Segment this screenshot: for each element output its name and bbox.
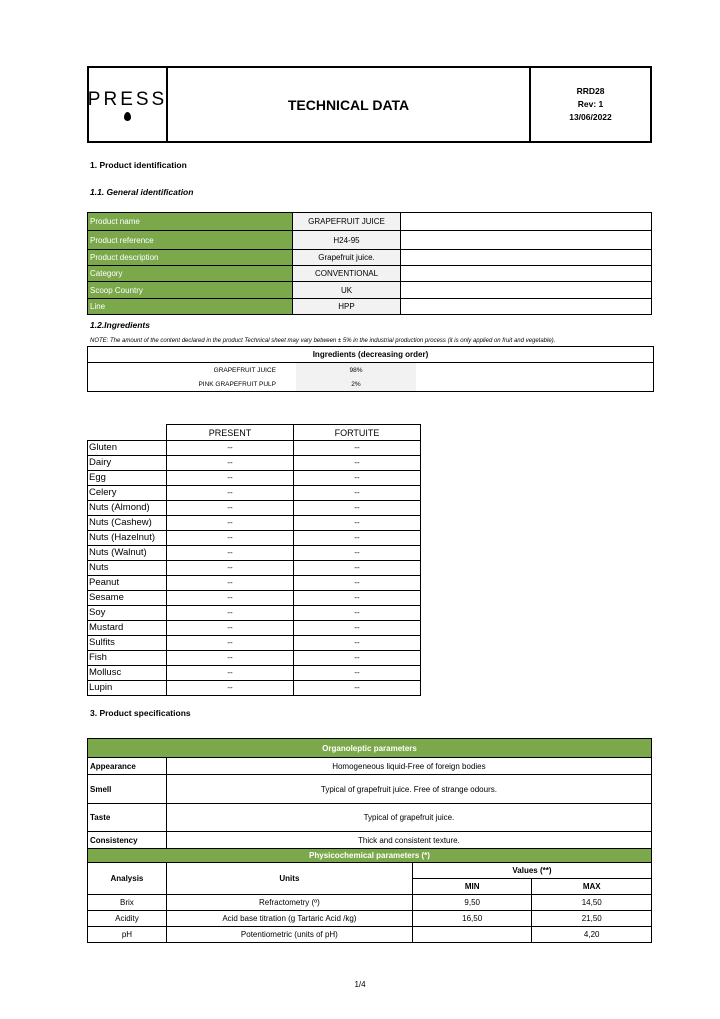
- analysis-min: 9,50: [412, 895, 532, 911]
- allergens-header-row: [88, 425, 421, 441]
- physicochemical-title: Physicochemical parameters (*): [88, 849, 652, 863]
- allergen-fortuite: --: [294, 561, 421, 576]
- allergen-name: Nuts (Almond): [88, 501, 167, 516]
- ingredient-percentage: 2%: [296, 377, 416, 391]
- allergen-fortuite: --: [294, 576, 421, 591]
- organoleptic-title: Organoleptic parameters: [88, 739, 652, 758]
- allergen-fortuite: --: [294, 651, 421, 666]
- allergen-present: --: [167, 546, 294, 561]
- organoleptic-label: Appearance: [88, 758, 167, 775]
- ingredient-name: GRAPEFRUIT JUICE: [213, 366, 276, 374]
- allergen-name: Soy: [88, 606, 167, 621]
- product-field-value: H24-95: [293, 231, 401, 250]
- analysis-name: pH: [88, 927, 167, 943]
- section-heading-product-identification: 1. Product identification: [90, 160, 187, 170]
- ingredients-table-title: Ingredients (decreasing order): [88, 347, 653, 363]
- allergen-present: --: [167, 501, 294, 516]
- allergens-header-spacer: [88, 425, 167, 441]
- organoleptic-value: Homogeneous liquid-Free of foreign bodies: [166, 758, 651, 775]
- product-field-spacer: [401, 231, 652, 250]
- allergen-row: [88, 561, 421, 576]
- document-date: 13/06/2022: [569, 112, 612, 122]
- allergen-name: Dairy: [88, 456, 167, 471]
- product-field-spacer: [401, 282, 652, 299]
- section-heading-product-specifications: 3. Product specifications: [90, 708, 191, 718]
- product-identification-table: [87, 212, 652, 315]
- allergen-row: [88, 576, 421, 591]
- organoleptic-label: Taste: [88, 804, 167, 832]
- product-field-value: UK: [293, 282, 401, 299]
- analysis-min: [412, 927, 532, 943]
- organoleptic-value: Typical of grapefruit juice. Free of strange odours.: [166, 775, 651, 804]
- allergen-present: --: [167, 471, 294, 486]
- ingredients-note: NOTE: The amount of the content declared in the product Technical sheet may vary between ± 5% in the industrial production process (it is only applied on fruit and vegetable).: [90, 338, 556, 344]
- product-field-spacer: [401, 250, 652, 266]
- allergen-fortuite: --: [294, 441, 421, 456]
- allergen-fortuite: --: [294, 621, 421, 636]
- document-meta: [529, 68, 650, 141]
- allergen-row: [88, 651, 421, 666]
- allergen-present: --: [167, 441, 294, 456]
- analysis-max: 4,20: [532, 927, 652, 943]
- allergen-name: Sulfits: [88, 636, 167, 651]
- allergen-fortuite: --: [294, 486, 421, 501]
- allergen-fortuite: --: [294, 681, 421, 696]
- ingredient-percentage: 98%: [296, 363, 416, 377]
- analysis-max: 14,50: [532, 895, 652, 911]
- column-units: Units: [166, 863, 412, 895]
- allergen-row: [88, 621, 421, 636]
- allergen-fortuite: --: [294, 516, 421, 531]
- column-fortuite: FORTUITE: [294, 425, 421, 441]
- column-present: PRESENT: [167, 425, 294, 441]
- document-revision: Rev: 1: [577, 99, 604, 109]
- allergen-fortuite: --: [294, 636, 421, 651]
- allergen-row: [88, 501, 421, 516]
- organoleptic-value: Thick and consistent texture.: [166, 832, 651, 849]
- organoleptic-row: [88, 804, 652, 832]
- allergen-row: [88, 456, 421, 471]
- allergen-name: Egg: [88, 471, 167, 486]
- product-field-label: Line: [88, 299, 293, 315]
- ingredient-spacer: [416, 377, 653, 391]
- allergen-name: Mollusc: [88, 666, 167, 681]
- analysis-name: Brix: [88, 895, 167, 911]
- product-field-value: GRAPEFRUIT JUICE: [293, 213, 401, 231]
- product-field-spacer: [401, 213, 652, 231]
- product-field-spacer: [401, 266, 652, 282]
- allergen-present: --: [167, 531, 294, 546]
- column-analysis: Analysis: [88, 863, 167, 895]
- physicochemical-row: [88, 895, 652, 911]
- organoleptic-value: Typical of grapefruit juice.: [166, 804, 651, 832]
- physicochemical-row: [88, 911, 652, 927]
- allergen-row: [88, 516, 421, 531]
- product-row: [88, 213, 652, 231]
- organoleptic-label: Consistency: [88, 832, 167, 849]
- physicochemical-header-row: [88, 863, 652, 879]
- allergen-row: [88, 606, 421, 621]
- allergen-name: Fish: [88, 651, 167, 666]
- product-row: [88, 282, 652, 299]
- allergen-name: Nuts (Hazelnut): [88, 531, 167, 546]
- allergen-present: --: [167, 636, 294, 651]
- allergen-present: --: [167, 591, 294, 606]
- product-field-value: Grapefruit juice.: [293, 250, 401, 266]
- physicochemical-title-row: [88, 849, 652, 863]
- allergen-row: [88, 666, 421, 681]
- document-code: RRD28: [576, 86, 605, 96]
- allergen-fortuite: --: [294, 456, 421, 471]
- press-logo: [89, 68, 168, 141]
- allergen-fortuite: --: [294, 546, 421, 561]
- drop-icon: [124, 112, 131, 121]
- organoleptic-title-row: [88, 739, 652, 758]
- allergen-name: Celery: [88, 486, 167, 501]
- allergen-present: --: [167, 621, 294, 636]
- allergen-row: [88, 471, 421, 486]
- document-title: TECHNICAL DATA: [287, 96, 410, 113]
- allergen-name: Nuts (Cashew): [88, 516, 167, 531]
- product-field-label: Category: [88, 266, 293, 282]
- column-values: Values (**): [412, 863, 651, 879]
- allergen-present: --: [167, 681, 294, 696]
- allergen-present: --: [167, 516, 294, 531]
- ingredient-row: [88, 377, 653, 391]
- allergen-row: [88, 441, 421, 456]
- allergen-present: --: [167, 606, 294, 621]
- specifications-table: [87, 738, 652, 943]
- allergen-name: Nuts: [88, 561, 167, 576]
- organoleptic-row: [88, 758, 652, 775]
- allergen-row: [88, 531, 421, 546]
- product-field-label: Product name: [88, 213, 293, 231]
- organoleptic-label: Smell: [88, 775, 167, 804]
- ingredient-spacer: [416, 363, 653, 377]
- physicochemical-row: [88, 927, 652, 943]
- allergen-fortuite: --: [294, 501, 421, 516]
- analysis-units: Refractometry (º): [166, 895, 412, 911]
- organoleptic-row: [88, 832, 652, 849]
- analysis-units: Potentiometric (units of pH): [166, 927, 412, 943]
- allergen-fortuite: --: [294, 606, 421, 621]
- product-row: [88, 250, 652, 266]
- analysis-max: 21,50: [532, 911, 652, 927]
- logo-wordmark: PRESS: [87, 88, 168, 110]
- ingredient-name: PINK GRAPEFRUIT PULP: [198, 380, 276, 388]
- product-field-label: Scoop Country: [88, 282, 293, 299]
- document-header: [87, 66, 652, 143]
- product-field-value: HPP: [293, 299, 401, 315]
- page-number: 1/4: [354, 980, 366, 989]
- allergen-present: --: [167, 456, 294, 471]
- allergen-name: Mustard: [88, 621, 167, 636]
- organoleptic-row: [88, 775, 652, 804]
- allergens-table: [87, 424, 421, 696]
- allergen-fortuite: --: [294, 591, 421, 606]
- analysis-name: Acidity: [88, 911, 167, 927]
- subsection-heading-general-identification: 1.1. General identification: [90, 187, 194, 197]
- allergen-fortuite: --: [294, 531, 421, 546]
- allergen-name: Lupin: [88, 681, 167, 696]
- column-max: MAX: [532, 879, 652, 895]
- product-field-value: CONVENTIONAL: [293, 266, 401, 282]
- allergen-present: --: [167, 486, 294, 501]
- allergen-row: [88, 681, 421, 696]
- product-row: [88, 266, 652, 282]
- analysis-min: 16,50: [412, 911, 532, 927]
- allergen-row: [88, 636, 421, 651]
- subsection-heading-ingredients: 1.2.Ingredients: [90, 320, 150, 330]
- allergen-present: --: [167, 561, 294, 576]
- allergen-present: --: [167, 666, 294, 681]
- product-row: [88, 231, 652, 250]
- allergen-fortuite: --: [294, 666, 421, 681]
- product-field-spacer: [401, 299, 652, 315]
- product-row: [88, 299, 652, 315]
- allergen-name: Peanut: [88, 576, 167, 591]
- allergen-row: [88, 546, 421, 561]
- column-min: MIN: [412, 879, 532, 895]
- allergen-row: [88, 486, 421, 501]
- allergen-fortuite: --: [294, 471, 421, 486]
- analysis-units: Acid base titration (g Tartaric Acid /kg): [166, 911, 412, 927]
- ingredients-table: [87, 346, 654, 392]
- allergen-row: [88, 591, 421, 606]
- product-field-label: Product reference: [88, 231, 293, 250]
- allergen-present: --: [167, 576, 294, 591]
- allergen-present: --: [167, 651, 294, 666]
- allergen-name: Sesame: [88, 591, 167, 606]
- allergen-name: Nuts (Walnut): [88, 546, 167, 561]
- product-field-label: Product description: [88, 250, 293, 266]
- ingredient-row: [88, 363, 653, 377]
- allergen-name: Gluten: [88, 441, 167, 456]
